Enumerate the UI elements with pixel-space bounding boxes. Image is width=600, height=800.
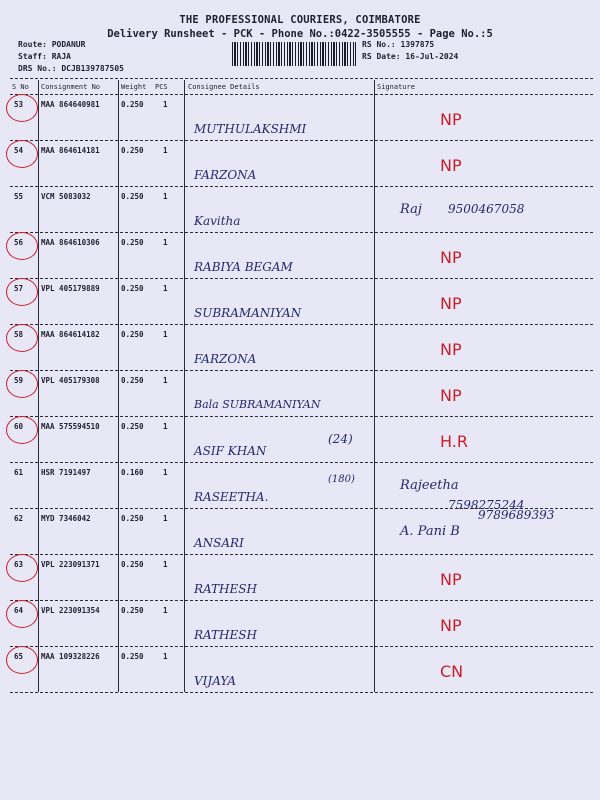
row-phone-note: (24)	[328, 432, 353, 446]
row-sno-circle-mark	[6, 370, 38, 398]
row-consignment-no: HSR 7191497	[41, 468, 91, 477]
row-pcs: 1	[163, 146, 168, 155]
row-divider	[10, 186, 593, 187]
column-header-signature: Signature	[377, 83, 415, 91]
row-consignment-no: VPL 405179889	[41, 284, 100, 293]
row-divider	[10, 232, 593, 233]
row-sno: 56	[14, 238, 24, 247]
row-pcs: 1	[163, 514, 168, 523]
row-signature: Rajeetha	[400, 478, 459, 493]
row-consignee-handwriting: ASIF KHAN	[194, 444, 267, 458]
row-sno-circle-mark	[6, 554, 38, 582]
column-header-sno: S No	[12, 83, 29, 91]
row-signature: NP	[440, 386, 462, 405]
row-consignee-handwriting: VIJAYA	[194, 674, 237, 688]
row-consignment-no: VPL 223091354	[41, 606, 100, 615]
row-sno: 58	[14, 330, 24, 339]
row-signature: A. Pani B	[400, 524, 460, 539]
column-header-consignee: Consignee Details	[188, 83, 260, 91]
row-weight: 0.250	[121, 100, 144, 109]
row-consignment-no: MAA 864614181	[41, 146, 100, 155]
runsheet-subtitle: Delivery Runsheet - PCK - Phone No.:0422-3505555 - Page No.:5	[107, 28, 493, 40]
row-pcs: 1	[163, 560, 168, 569]
row-divider	[10, 278, 593, 279]
header-bottom-rule	[10, 94, 593, 95]
row-sno-circle-mark	[6, 324, 38, 352]
row-consignee-handwriting: Bala SUBRAMANIYAN	[194, 398, 321, 411]
row-consignment-no: VCM 5083032	[41, 192, 91, 201]
row-divider	[10, 416, 593, 417]
row-pcs: 1	[163, 192, 168, 201]
row-sno: 57	[14, 284, 24, 293]
row-sno-circle-mark	[6, 94, 38, 122]
row-sno-circle-mark	[6, 646, 38, 674]
row-consignee-handwriting: SUBRAMANIYAN	[194, 306, 302, 320]
row-sno: 54	[14, 146, 24, 155]
column-header-consignment: Consignment No	[41, 83, 101, 91]
row-weight: 0.250	[121, 376, 144, 385]
row-signature: Raj	[400, 202, 422, 217]
row-consignment-no: MAA 109328226	[41, 652, 100, 661]
row-phone-note: 9789689393	[478, 508, 555, 522]
row-consignment-no: VPL 405179308	[41, 376, 100, 385]
row-sno: 59	[14, 376, 24, 385]
row-consignee-handwriting: FARZONA	[194, 168, 257, 182]
row-sno: 53	[14, 100, 24, 109]
row-consignee-handwriting: FARZONA	[194, 352, 257, 366]
row-divider	[10, 462, 593, 463]
row-signature: NP	[440, 110, 462, 129]
row-signature: NP	[440, 570, 462, 589]
row-consignee-handwriting: Kavitha	[194, 214, 241, 228]
row-signature: NP	[440, 340, 462, 359]
row-pcs: 1	[163, 100, 168, 109]
row-consignee-handwriting: ANSARI	[194, 536, 244, 550]
row-signature: CN	[440, 662, 464, 681]
row-weight: 0.250	[121, 284, 144, 293]
row-signature: NP	[440, 616, 462, 635]
row-consignment-no: MAA 864614182	[41, 330, 100, 339]
row-weight: 0.250	[121, 192, 144, 201]
row-sno: 55	[14, 192, 24, 201]
row-pcs: 1	[163, 330, 168, 339]
row-weight: 0.250	[121, 422, 144, 431]
staff-label: Staff: RAJA	[18, 52, 71, 61]
row-sno-circle-mark	[6, 140, 38, 168]
route-label: Route: PODANUR	[18, 40, 86, 49]
row-consignment-no: MAA 575594510	[41, 422, 100, 431]
row-sno: 62	[14, 514, 24, 523]
row-pcs: 1	[163, 468, 168, 477]
row-signature: NP	[440, 248, 462, 267]
row-pcs: 1	[163, 422, 168, 431]
row-signature: NP	[440, 294, 462, 313]
row-phone-note: 7598275244	[448, 498, 525, 512]
row-sno: 60	[14, 422, 24, 431]
row-consignment-no: MAA 864640981	[41, 100, 100, 109]
row-divider	[10, 140, 593, 141]
row-sno-circle-mark	[6, 278, 38, 306]
row-divider	[10, 324, 593, 325]
header-top-rule	[10, 78, 593, 79]
row-weight: 0.250	[121, 238, 144, 247]
row-consignee-handwriting: MUTHULAKSHMI	[194, 122, 307, 136]
rs-date: RS Date: 16-Jul-2024	[362, 52, 459, 61]
row-weight: 0.250	[121, 606, 144, 615]
row-divider	[10, 600, 593, 601]
row-divider	[10, 554, 593, 555]
row-sno-circle-mark	[6, 416, 38, 444]
row-divider	[10, 370, 593, 371]
row-consignee-handwriting: RABIYA BEGAM	[194, 260, 293, 274]
row-consignment-no: MAA 864610306	[41, 238, 100, 247]
row-weight: 0.250	[121, 146, 144, 155]
rs-number: RS No.: 1397875	[362, 40, 435, 49]
row-pcs: 1	[163, 652, 168, 661]
row-weight: 0.250	[121, 330, 144, 339]
company-title: THE PROFESSIONAL COURIERS, COIMBATORE	[179, 14, 421, 26]
row-sno-circle-mark	[6, 600, 38, 628]
row-divider	[10, 646, 593, 647]
column-header-weight: Weight	[121, 83, 147, 91]
row-sno: 64	[14, 606, 24, 615]
row-pcs: 1	[163, 606, 168, 615]
barcode-image	[232, 42, 356, 66]
row-consignment-no: MYD 7346042	[41, 514, 91, 523]
row-sno-circle-mark	[6, 232, 38, 260]
row-weight: 0.250	[121, 514, 144, 523]
row-consignee-handwriting: RATHESH	[194, 628, 257, 642]
row-weight: 0.250	[121, 652, 144, 661]
row-consignee-handwriting: RASEETHA.	[194, 490, 269, 504]
row61-code-note: (180)	[328, 474, 355, 485]
row-sno: 61	[14, 468, 24, 477]
row-consignment-no: VPL 223091371	[41, 560, 100, 569]
row-signature: H.R	[440, 432, 468, 451]
row-weight: 0.160	[121, 468, 144, 477]
row-phone-note: 9500467058	[448, 202, 525, 216]
row-consignee-handwriting: RATHESH	[194, 582, 257, 596]
row-sno: 65	[14, 652, 24, 661]
row-pcs: 1	[163, 376, 168, 385]
column-header-pcs: PCS	[155, 83, 168, 91]
row-signature: NP	[440, 156, 462, 175]
drs-number: DRS No.: DCJB139787505	[18, 64, 124, 73]
row-weight: 0.250	[121, 560, 144, 569]
row-sno: 63	[14, 560, 24, 569]
row-pcs: 1	[163, 238, 168, 247]
row-pcs: 1	[163, 284, 168, 293]
row-divider	[10, 692, 593, 693]
